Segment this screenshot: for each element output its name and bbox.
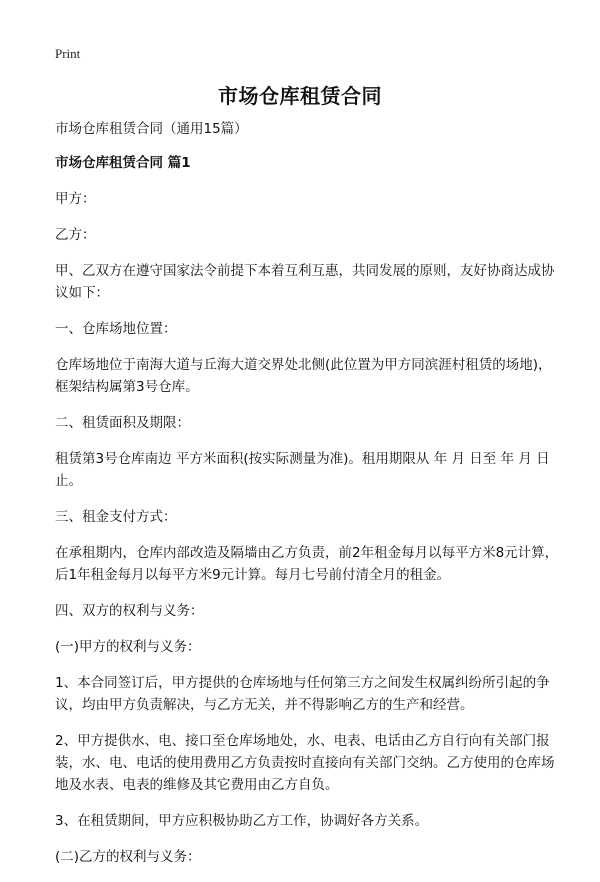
clause-text-location: 仓库场地位于南海大道与丘海大道交界处北侧(此位置为甲方同滨涯村租赁的场地)，框架结构属第3号仓库。 <box>55 357 552 395</box>
party-a-line: 甲方： <box>55 191 96 207</box>
intro-paragraph: 甲、乙双方在遵守国家法令前提下本着互利互惠，共同发展的原则，友好协商达成协议如下： <box>55 263 555 301</box>
subclause-heading-party-b: (二)乙方的权利与义务： <box>55 849 201 865</box>
document-subtitle: 市场仓库租赁合同（通用15篇） <box>55 121 248 137</box>
clause-text-area: 租赁第3号仓库南边 平方米面积(按实际测量为准)。租用期限从 年 月 日至 年 月 日止。 <box>55 451 550 489</box>
clause-heading-area: 二、租赁面积及期限： <box>55 415 190 431</box>
clause-text-payment: 在承租期内，仓库内部改造及隔墙由乙方负责，前2年租金每月以每平方米8元计算，后1年租金每月以每平方米9元计算。每月七号前付清全月的租金。 <box>55 545 559 583</box>
subclause-heading-party-a: (一)甲方的权利与义务： <box>55 639 201 655</box>
print-link[interactable]: Print <box>55 46 81 61</box>
page-title: 市场仓库租赁合同 <box>218 84 382 108</box>
party-a-item-1: 1、本合同签订后，甲方提供的仓库场地与任何第三方之间发生权属纠纷所引起的争议，均由甲方负责解决，与乙方无关，并不得影响乙方的生产和经营。 <box>55 675 550 713</box>
party-a-item-3: 3、在租赁期间，甲方应积极协助乙方工作，协调好各方关系。 <box>55 813 429 829</box>
clause-heading-location: 一、仓库场地位置： <box>55 321 177 337</box>
clause-heading-rights: 四、双方的权利与义务： <box>55 603 204 619</box>
party-b-line: 乙方： <box>55 227 96 243</box>
clause-heading-payment: 三、租金支付方式： <box>55 509 177 525</box>
document-body <box>55 118 560 882</box>
section-heading: 市场仓库租赁合同 篇1 <box>55 155 191 171</box>
party-a-item-2: 2、甲方提供水、电、接口至仓库场地处，水、电表、电话由乙方自行向有关部门报装，水、电、电话的使用费用乙方负责按时直接向有关部门交纳。乙方使用的仓库场地及水表、电表的维修及其它费用由乙方自负。 <box>55 733 555 793</box>
